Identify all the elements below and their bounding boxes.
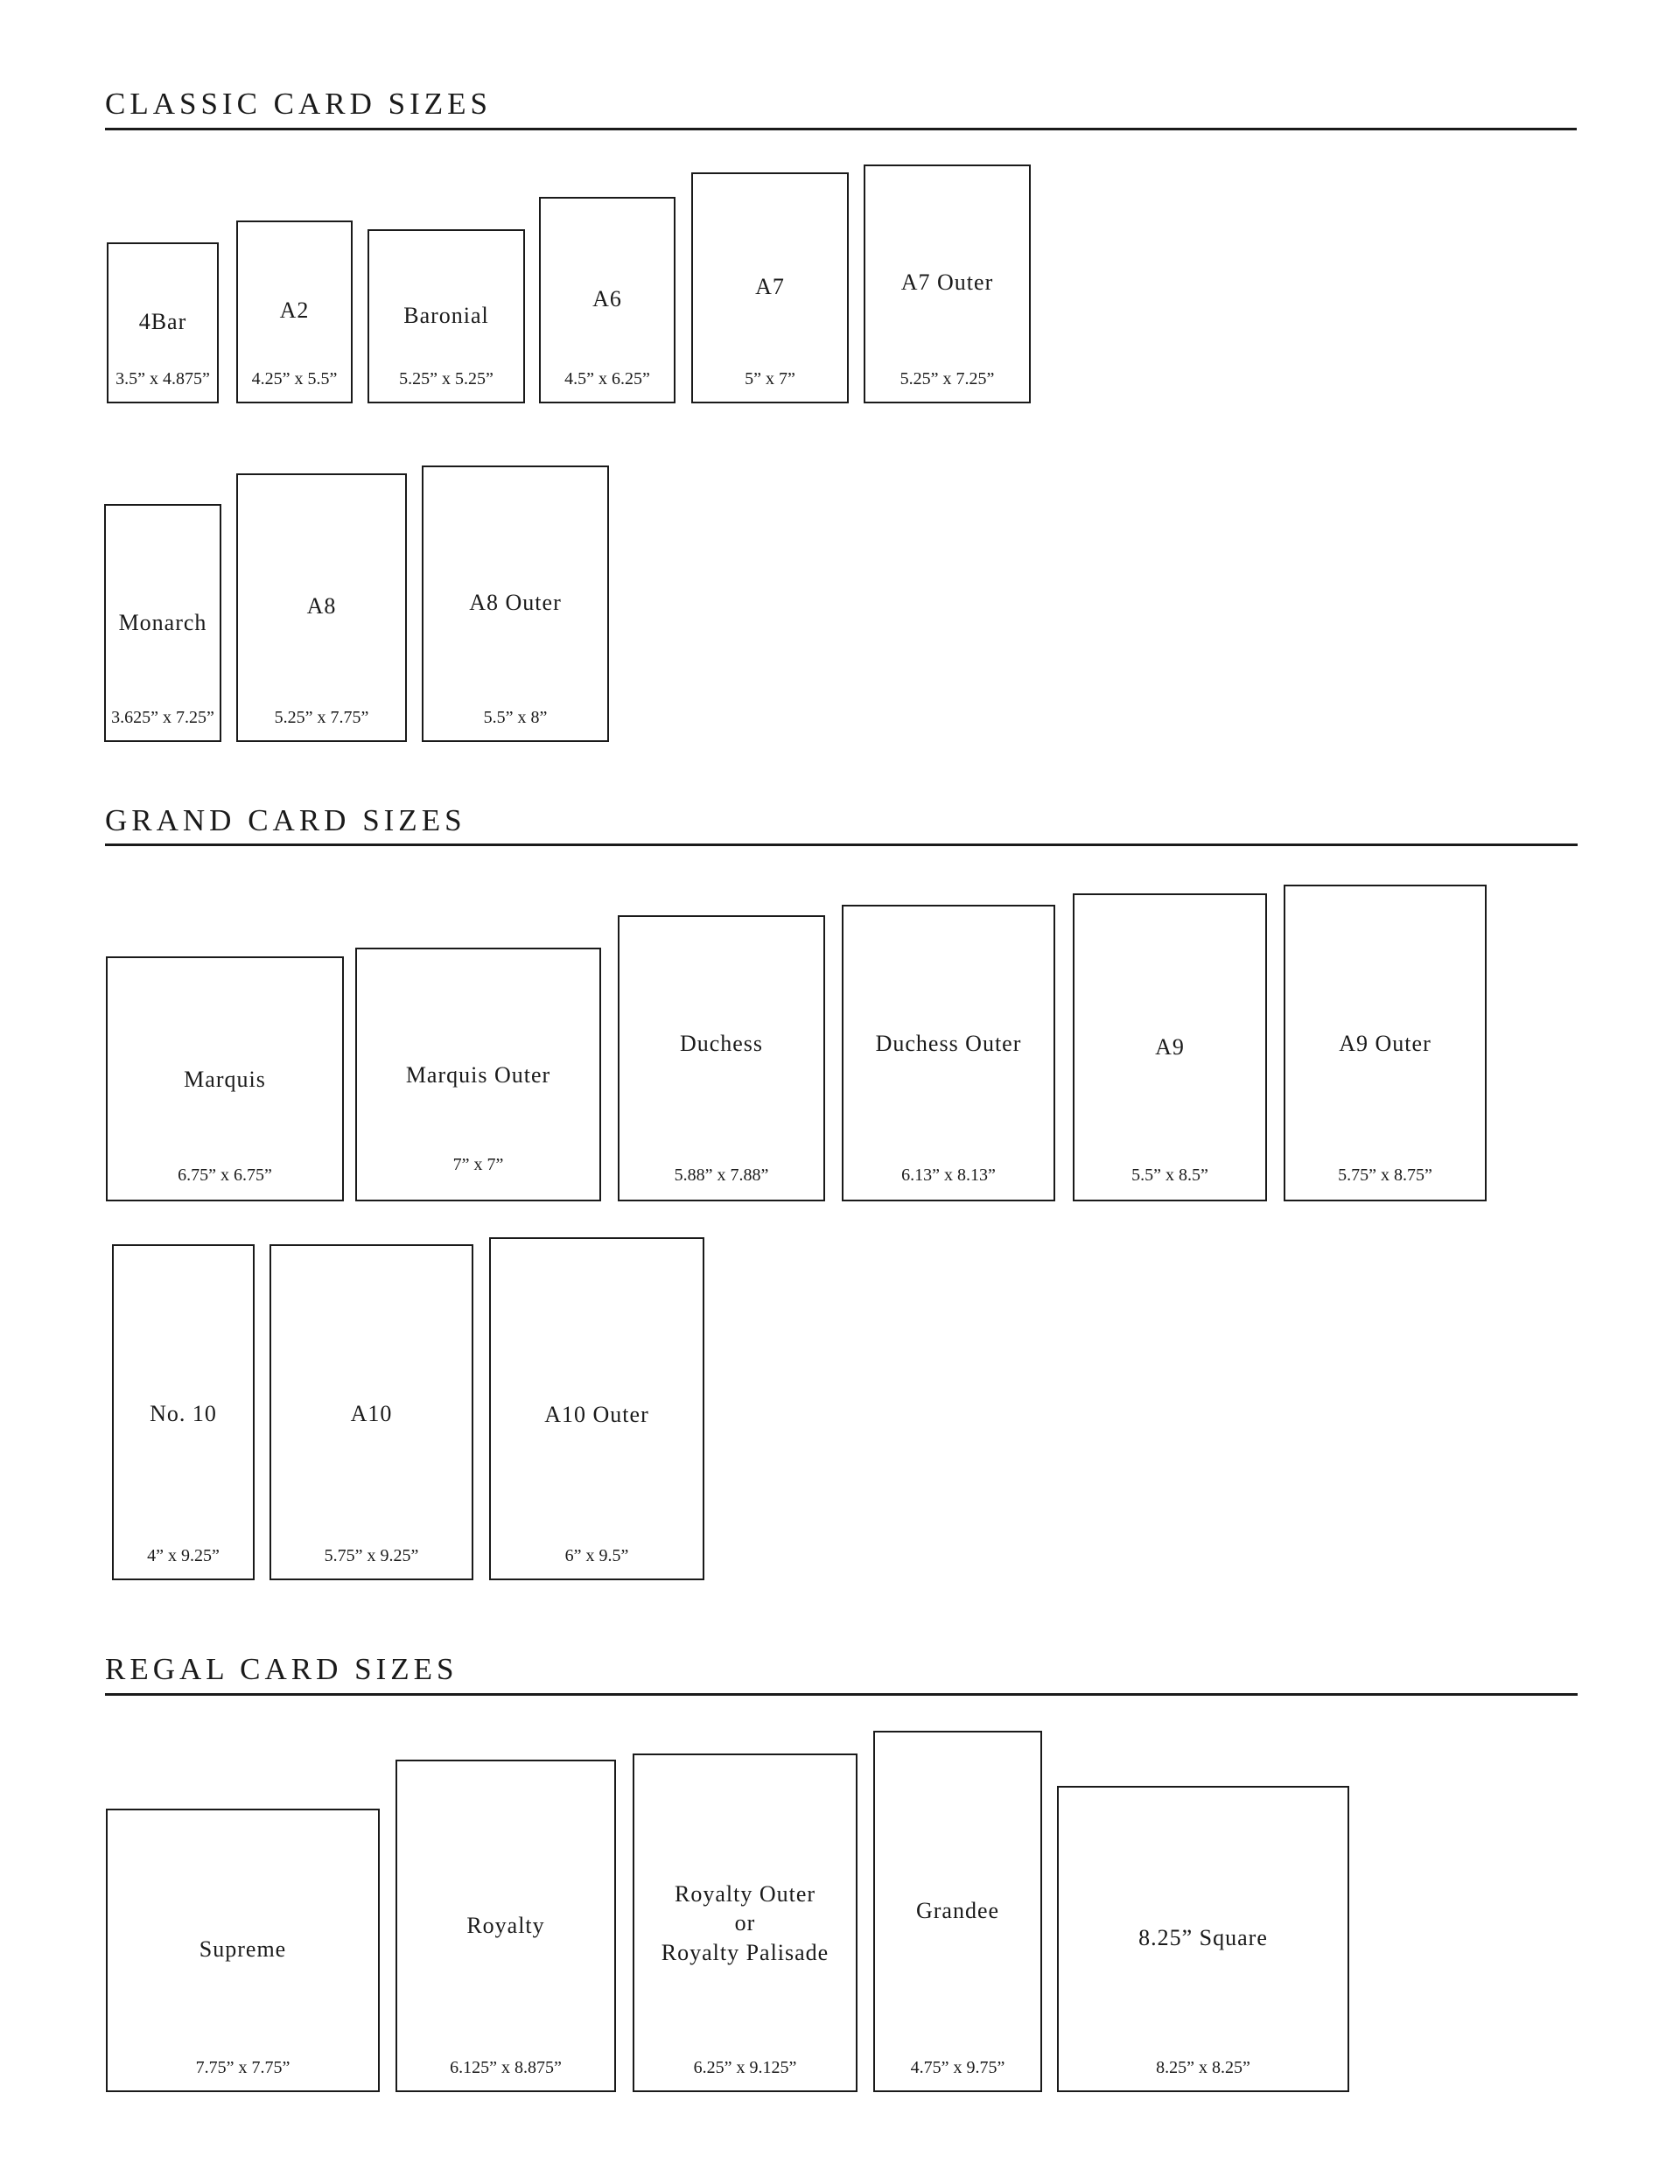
card-dimensions: 4.5” x 6.25” bbox=[564, 369, 650, 388]
card-name: Duchess bbox=[679, 1031, 764, 1057]
card-dimensions: 8.25” x 8.25” bbox=[1156, 2058, 1250, 2077]
card-name: Marquis bbox=[184, 1067, 266, 1093]
section-title-grand: GRAND CARD SIZES bbox=[105, 803, 466, 837]
card-name: Supreme bbox=[199, 1936, 287, 1963]
card-dimensions: 3.5” x 4.875” bbox=[116, 369, 210, 388]
card-name: A6 bbox=[592, 286, 622, 312]
card-4bar bbox=[107, 242, 219, 403]
card-name: A9 Outer bbox=[1339, 1031, 1432, 1057]
card-name: No. 10 bbox=[150, 1401, 217, 1427]
card-name: Marquis Outer bbox=[405, 1062, 551, 1088]
card-no10 bbox=[112, 1244, 255, 1580]
card-name: A7 Outer bbox=[900, 270, 994, 296]
card-a7 bbox=[691, 172, 849, 403]
card-name: 4Bar bbox=[138, 309, 187, 335]
card-dimensions: 7.75” x 7.75” bbox=[195, 2058, 290, 2077]
card-name: A8 bbox=[306, 593, 337, 620]
card-dimensions: 5.5” x 8” bbox=[483, 708, 548, 727]
section-title-regal: REGAL CARD SIZES bbox=[105, 1652, 458, 1686]
card-dimensions: 5.75” x 8.75” bbox=[1338, 1166, 1432, 1185]
card-baronial bbox=[368, 229, 525, 403]
card-name: A2 bbox=[279, 298, 310, 324]
card-a9-outer bbox=[1284, 885, 1487, 1201]
card-dimensions: 3.625” x 7.25” bbox=[111, 708, 214, 727]
section-rule-grand bbox=[105, 844, 1578, 846]
card-dimensions: 5.25” x 5.25” bbox=[399, 369, 494, 388]
section-rule-classic bbox=[105, 128, 1577, 130]
card-a9 bbox=[1073, 893, 1267, 1201]
card-name: A10 bbox=[350, 1401, 393, 1427]
card-name: 8.25” Square bbox=[1138, 1925, 1268, 1951]
card-dimensions: 5” x 7” bbox=[745, 369, 795, 388]
card-monarch bbox=[104, 504, 221, 742]
card-a7-outer bbox=[864, 164, 1031, 403]
section-title-classic: CLASSIC CARD SIZES bbox=[105, 87, 493, 121]
card-marquis bbox=[106, 956, 344, 1201]
card-name bbox=[634, 1880, 856, 1967]
card-dimensions: 4” x 9.25” bbox=[147, 1546, 220, 1565]
card-dimensions: 6.125” x 8.875” bbox=[450, 2058, 562, 2077]
card-supreme bbox=[106, 1809, 380, 2092]
card-dimensions: 4.25” x 5.5” bbox=[251, 369, 338, 388]
card-duchess-outer bbox=[842, 905, 1055, 1201]
card-dimensions: 5.25” x 7.25” bbox=[900, 369, 995, 388]
card-name: A7 bbox=[755, 274, 785, 300]
card-name-line: Royalty Palisade bbox=[661, 1939, 830, 1965]
card-name-line: or bbox=[734, 1910, 756, 1936]
card-royalty bbox=[396, 1760, 616, 2092]
card-dimensions: 5.25” x 7.75” bbox=[274, 708, 369, 727]
card-square bbox=[1057, 1786, 1349, 2092]
card-marquis-outer bbox=[355, 948, 601, 1201]
card-dimensions: 7” x 7” bbox=[452, 1155, 504, 1174]
card-dimensions: 6.75” x 6.75” bbox=[178, 1166, 272, 1185]
card-dimensions: 5.5” x 8.5” bbox=[1131, 1166, 1208, 1185]
card-name: Baronial bbox=[403, 303, 489, 329]
card-a8-outer bbox=[422, 466, 609, 742]
card-a2 bbox=[236, 220, 353, 403]
card-dimensions: 4.75” x 9.75” bbox=[910, 2058, 1005, 2077]
card-name: A9 bbox=[1155, 1034, 1185, 1060]
card-grandee bbox=[873, 1731, 1042, 2092]
card-a8 bbox=[236, 473, 407, 742]
card-royalty-outer bbox=[633, 1754, 858, 2092]
card-name: Duchess Outer bbox=[875, 1031, 1022, 1057]
card-name-line: Royalty Outer bbox=[674, 1881, 816, 1908]
card-a6 bbox=[539, 197, 676, 403]
card-name: Grandee bbox=[915, 1898, 1000, 1924]
card-dimensions: 5.75” x 9.25” bbox=[324, 1546, 419, 1565]
card-name: A10 Outer bbox=[544, 1402, 649, 1428]
card-dimensions: 6.25” x 9.125” bbox=[693, 2058, 797, 2077]
card-duchess bbox=[618, 915, 825, 1201]
card-a10 bbox=[270, 1244, 473, 1580]
card-name: Royalty bbox=[466, 1913, 545, 1939]
card-dimensions: 5.88” x 7.88” bbox=[674, 1166, 769, 1185]
card-dimensions: 6.13” x 8.13” bbox=[901, 1166, 996, 1185]
section-rule-regal bbox=[105, 1693, 1578, 1696]
card-name: A8 Outer bbox=[469, 590, 562, 616]
card-name: Monarch bbox=[118, 610, 207, 636]
card-dimensions: 6” x 9.5” bbox=[564, 1546, 629, 1565]
card-a10-outer bbox=[489, 1237, 704, 1580]
